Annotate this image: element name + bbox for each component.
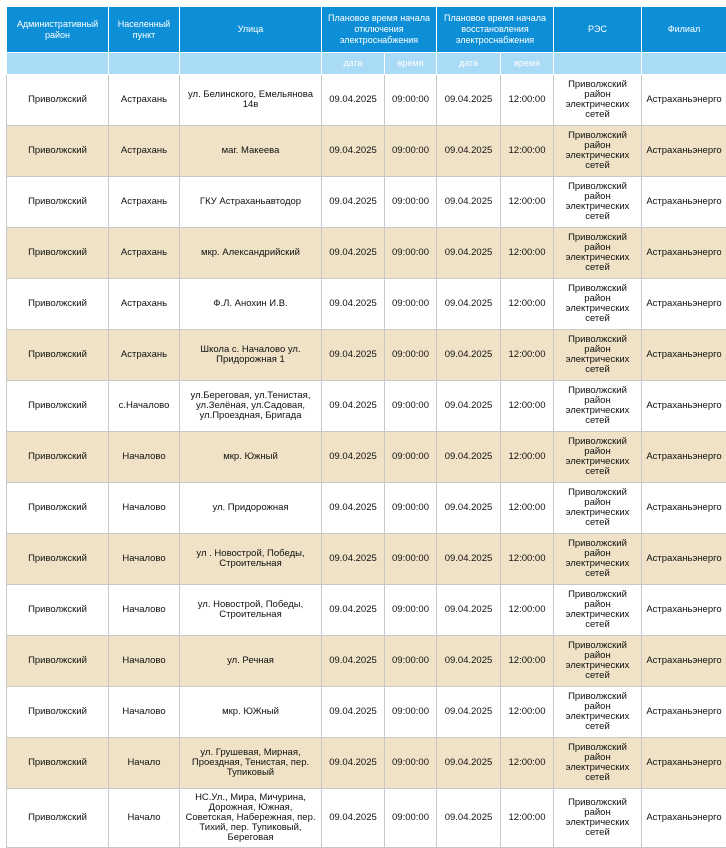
cell-locality: Астрахань (109, 75, 180, 126)
cell-branch: Астраханьэнерго (642, 636, 726, 687)
cell-res: Приволжский район электрических сетей (554, 585, 642, 636)
cell-off-time: 09:00:00 (385, 585, 437, 636)
cell-locality: Началово (109, 636, 180, 687)
cell-off-date: 09.04.2025 (322, 738, 385, 789)
cell-off-date: 09.04.2025 (322, 432, 385, 483)
subheader-row (7, 53, 726, 75)
table-row (7, 177, 726, 228)
table-row (7, 738, 726, 789)
cell-street: ул . Новострой, Победы, Строительная (180, 534, 322, 585)
cell-branch: Астраханьэнерго (642, 585, 726, 636)
cell-street: ул. Придорожная (180, 483, 322, 534)
cell-off-time: 09:00:00 (385, 381, 437, 432)
cell-off-time: 09:00:00 (385, 177, 437, 228)
cell-res: Приволжский район электрических сетей (554, 432, 642, 483)
outage-schedule-table (6, 6, 726, 848)
cell-res: Приволжский район электрических сетей (554, 381, 642, 432)
cell-off-time: 09:00:00 (385, 126, 437, 177)
cell-off-date: 09.04.2025 (322, 330, 385, 381)
cell-branch: Астраханьэнерго (642, 75, 726, 126)
table-row (7, 432, 726, 483)
table-row (7, 789, 726, 848)
table-row (7, 636, 726, 687)
cell-street: ул. Речная (180, 636, 322, 687)
cell-on-date: 09.04.2025 (437, 228, 501, 279)
cell-off-time: 09:00:00 (385, 432, 437, 483)
cell-district: Приволжский (7, 126, 109, 177)
cell-branch: Астраханьэнерго (642, 432, 726, 483)
cell-res: Приволжский район электрических сетей (554, 126, 642, 177)
cell-res: Приволжский район электрических сетей (554, 330, 642, 381)
cell-off-time: 09:00:00 (385, 330, 437, 381)
header-district: Административный район (7, 7, 109, 53)
cell-locality: Началово (109, 687, 180, 738)
cell-off-time: 09:00:00 (385, 789, 437, 848)
cell-district: Приволжский (7, 687, 109, 738)
cell-street: ул. Грушевая, Мирная, Проездная, Тенистая, пер. Тупиковый (180, 738, 322, 789)
cell-off-date: 09.04.2025 (322, 534, 385, 585)
cell-branch: Астраханьэнерго (642, 687, 726, 738)
cell-on-date: 09.04.2025 (437, 75, 501, 126)
cell-off-date: 09.04.2025 (322, 177, 385, 228)
cell-res: Приволжский район электрических сетей (554, 177, 642, 228)
cell-on-time: 12:00:00 (501, 279, 554, 330)
cell-res: Приволжский район электрических сетей (554, 75, 642, 126)
cell-branch: Астраханьэнерго (642, 279, 726, 330)
cell-district: Приволжский (7, 432, 109, 483)
cell-on-date: 09.04.2025 (437, 585, 501, 636)
cell-locality: Началово (109, 585, 180, 636)
cell-on-date: 09.04.2025 (437, 738, 501, 789)
cell-on-time: 12:00:00 (501, 636, 554, 687)
cell-off-date: 09.04.2025 (322, 789, 385, 848)
table-row (7, 687, 726, 738)
cell-off-time: 09:00:00 (385, 483, 437, 534)
cell-on-time: 12:00:00 (501, 381, 554, 432)
cell-on-date: 09.04.2025 (437, 636, 501, 687)
cell-street: ул. Новострой, Победы, Строительная (180, 585, 322, 636)
cell-branch: Астраханьэнерго (642, 330, 726, 381)
cell-locality: Началово (109, 432, 180, 483)
table-body (7, 75, 726, 848)
cell-on-time: 12:00:00 (501, 789, 554, 848)
table-row (7, 126, 726, 177)
table-row (7, 279, 726, 330)
table-row (7, 585, 726, 636)
cell-on-date: 09.04.2025 (437, 789, 501, 848)
subheader-on-date: дата (437, 53, 501, 75)
subheader-empty (180, 53, 322, 75)
header-street: Улица (180, 7, 322, 53)
cell-on-time: 12:00:00 (501, 432, 554, 483)
cell-locality: Начало (109, 789, 180, 848)
cell-branch: Астраханьэнерго (642, 381, 726, 432)
cell-branch: Астраханьэнерго (642, 534, 726, 585)
cell-district: Приволжский (7, 177, 109, 228)
table-header (7, 7, 726, 75)
cell-branch: Астраханьэнерго (642, 228, 726, 279)
cell-off-time: 09:00:00 (385, 228, 437, 279)
table-row (7, 75, 726, 126)
table-row (7, 381, 726, 432)
cell-street: Школа с. Началово ул. Придорожная 1 (180, 330, 322, 381)
cell-res: Приволжский район электрических сетей (554, 483, 642, 534)
cell-on-date: 09.04.2025 (437, 381, 501, 432)
subheader-on-time: время (501, 53, 554, 75)
cell-street: мкр. ЮЖный (180, 687, 322, 738)
cell-off-time: 09:00:00 (385, 279, 437, 330)
header-res: РЭС (554, 7, 642, 53)
cell-on-date: 09.04.2025 (437, 534, 501, 585)
cell-off-date: 09.04.2025 (322, 279, 385, 330)
cell-off-date: 09.04.2025 (322, 126, 385, 177)
cell-street: ул. Белинского, Емельянова 14в (180, 75, 322, 126)
cell-res: Приволжский район электрических сетей (554, 228, 642, 279)
cell-district: Приволжский (7, 483, 109, 534)
cell-off-date: 09.04.2025 (322, 483, 385, 534)
cell-district: Приволжский (7, 738, 109, 789)
cell-off-date: 09.04.2025 (322, 228, 385, 279)
cell-district: Приволжский (7, 534, 109, 585)
cell-off-time: 09:00:00 (385, 75, 437, 126)
cell-district: Приволжский (7, 75, 109, 126)
cell-on-date: 09.04.2025 (437, 126, 501, 177)
cell-locality: Астрахань (109, 228, 180, 279)
cell-street: мкр. Александрийский (180, 228, 322, 279)
cell-street: НС.Ул., Мира, Мичурина, Дорожная, Южная, Советская, Набережная, пер. Тихий, пер. Тупиковый, Береговая (180, 789, 322, 848)
cell-off-time: 09:00:00 (385, 687, 437, 738)
cell-on-date: 09.04.2025 (437, 483, 501, 534)
header-row (7, 7, 726, 53)
cell-off-date: 09.04.2025 (322, 585, 385, 636)
cell-branch: Астраханьэнерго (642, 483, 726, 534)
cell-off-date: 09.04.2025 (322, 636, 385, 687)
header-on-time: Плановое время начала восстановления электроснабжения (437, 7, 554, 53)
cell-off-time: 09:00:00 (385, 534, 437, 585)
cell-on-time: 12:00:00 (501, 483, 554, 534)
cell-district: Приволжский (7, 228, 109, 279)
cell-off-time: 09:00:00 (385, 636, 437, 687)
cell-on-date: 09.04.2025 (437, 432, 501, 483)
cell-on-time: 12:00:00 (501, 330, 554, 381)
subheader-empty (109, 53, 180, 75)
cell-locality: Началово (109, 534, 180, 585)
subheader-empty (554, 53, 642, 75)
cell-on-date: 09.04.2025 (437, 330, 501, 381)
cell-res: Приволжский район электрических сетей (554, 534, 642, 585)
cell-on-time: 12:00:00 (501, 228, 554, 279)
cell-street: мкр. Южный (180, 432, 322, 483)
cell-on-time: 12:00:00 (501, 75, 554, 126)
cell-off-date: 09.04.2025 (322, 381, 385, 432)
table-row (7, 483, 726, 534)
subheader-off-time: время (385, 53, 437, 75)
cell-locality: Началово (109, 483, 180, 534)
cell-on-date: 09.04.2025 (437, 279, 501, 330)
cell-on-time: 12:00:00 (501, 585, 554, 636)
subheader-off-date: дата (322, 53, 385, 75)
header-branch: Филиал (642, 7, 726, 53)
header-off-time: Плановое время начала отключения электроснабжения (322, 7, 437, 53)
cell-on-time: 12:00:00 (501, 534, 554, 585)
cell-on-time: 12:00:00 (501, 126, 554, 177)
cell-on-date: 09.04.2025 (437, 177, 501, 228)
cell-off-time: 09:00:00 (385, 738, 437, 789)
cell-on-date: 09.04.2025 (437, 687, 501, 738)
cell-off-date: 09.04.2025 (322, 75, 385, 126)
cell-district: Приволжский (7, 330, 109, 381)
cell-district: Приволжский (7, 585, 109, 636)
cell-street: Ф.Л. Анохин И.В. (180, 279, 322, 330)
cell-branch: Астраханьэнерго (642, 738, 726, 789)
cell-locality: Астрахань (109, 177, 180, 228)
subheader-empty (7, 53, 109, 75)
cell-res: Приволжский район электрических сетей (554, 789, 642, 848)
cell-district: Приволжский (7, 789, 109, 848)
table-row (7, 534, 726, 585)
cell-locality: с.Началово (109, 381, 180, 432)
cell-branch: Астраханьэнерго (642, 126, 726, 177)
cell-on-time: 12:00:00 (501, 177, 554, 228)
cell-district: Приволжский (7, 279, 109, 330)
cell-locality: Астрахань (109, 330, 180, 381)
cell-street: маг. Макеева (180, 126, 322, 177)
table-row (7, 330, 726, 381)
cell-res: Приволжский район электрических сетей (554, 687, 642, 738)
cell-district: Приволжский (7, 381, 109, 432)
cell-street: ГКУ Астраханьавтодор (180, 177, 322, 228)
cell-off-date: 09.04.2025 (322, 687, 385, 738)
cell-res: Приволжский район электрических сетей (554, 279, 642, 330)
cell-district: Приволжский (7, 636, 109, 687)
cell-locality: Астрахань (109, 126, 180, 177)
cell-on-time: 12:00:00 (501, 738, 554, 789)
cell-locality: Начало (109, 738, 180, 789)
cell-res: Приволжский район электрических сетей (554, 738, 642, 789)
cell-on-time: 12:00:00 (501, 687, 554, 738)
cell-branch: Астраханьэнерго (642, 789, 726, 848)
cell-street: ул.Береговая, ул.Тенистая, ул.Зелёная, ул.Садовая, ул.Проездная, Бригада (180, 381, 322, 432)
cell-locality: Астрахань (109, 279, 180, 330)
table-row (7, 228, 726, 279)
subheader-empty (642, 53, 726, 75)
cell-res: Приволжский район электрических сетей (554, 636, 642, 687)
header-locality: Населенный пункт (109, 7, 180, 53)
cell-branch: Астраханьэнерго (642, 177, 726, 228)
